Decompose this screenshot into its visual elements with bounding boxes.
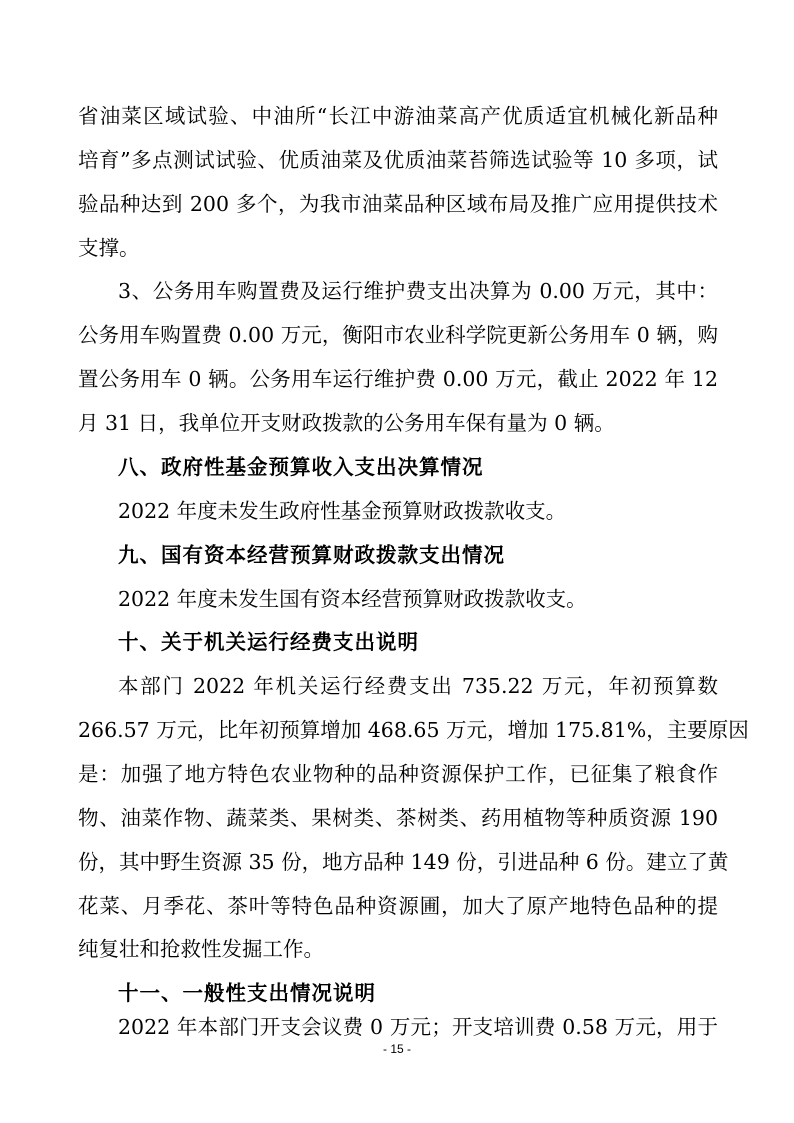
paragraph-line: 培育”多点测试试验、优质油菜及优质油菜苔筛选试验等 10 多项，试 [78,148,718,172]
paragraph-line: 支撑。 [78,236,140,260]
page-number: - 15 - [382,1042,411,1056]
paragraph-line: 本部门 2022 年机关运行经费支出 735.22 万元，年初预算数 [118,674,718,698]
paragraph-line: 物、油菜作物、蔬菜类、果树类、茶树类、药用植物等种质资源 190 [78,806,718,830]
section-heading: 十、关于机关运行经费支出说明 [118,630,419,654]
paragraph-line: 是：加强了地方特色农业物种的品种资源保护工作，已征集了粮食作 [78,762,718,786]
paragraph-line: 2022 年本部门开支会议费 0 万元；开支培训费 0.58 万元，用于 [118,1015,718,1039]
paragraph-line: 花菜、月季花、茶叶等特色品种资源圃，加大了原产地特色品种的提 [78,894,718,918]
paragraph-line: 3、公务用车购置费及运行维护费支出决算为 0.00 万元，其中： [118,279,718,303]
paragraph-line: 验品种达到 200 多个，为我市油菜品种区域布局及推广应用提供技术 [78,192,718,216]
paragraph-line: 月 31 日，我单位开支财政拨款的公务用车保有量为 0 辆。 [78,411,615,435]
paragraph-line: 份，其中野生资源 35 份，地方品种 149 份，引进品种 6 份。建立了黄 [78,850,729,874]
paragraph-line: 省油菜区域试验、中油所“长江中游油菜高产优质适宜机械化新品种 [78,104,718,128]
paragraph-line: 置公务用车 0 辆。公务用车运行维护费 0.00 万元，截止 2022 年 12 [78,367,718,391]
section-heading: 十一、一般性支出情况说明 [118,981,376,1005]
paragraph-line: 纯复壮和抢救性发掘工作。 [78,937,324,961]
paragraph-line: 266.57 万元，比年初预算增加 468.65 万元，增加 175.81%，主要原因 [78,718,749,742]
section-heading: 九、国有资本经营预算财政拨款支出情况 [118,543,505,567]
paragraph-line: 2022 年度未发生国有资本经营预算财政拨款收支。 [118,587,587,611]
paragraph-line: 公务用车购置费 0.00 万元，衡阳市农业科学院更新公务用车 0 辆，购 [78,323,718,347]
paragraph-line: 2022 年度未发生政府性基金预算财政拨款收支。 [118,499,567,523]
section-heading: 八、政府性基金预算收入支出决算情况 [118,455,484,479]
